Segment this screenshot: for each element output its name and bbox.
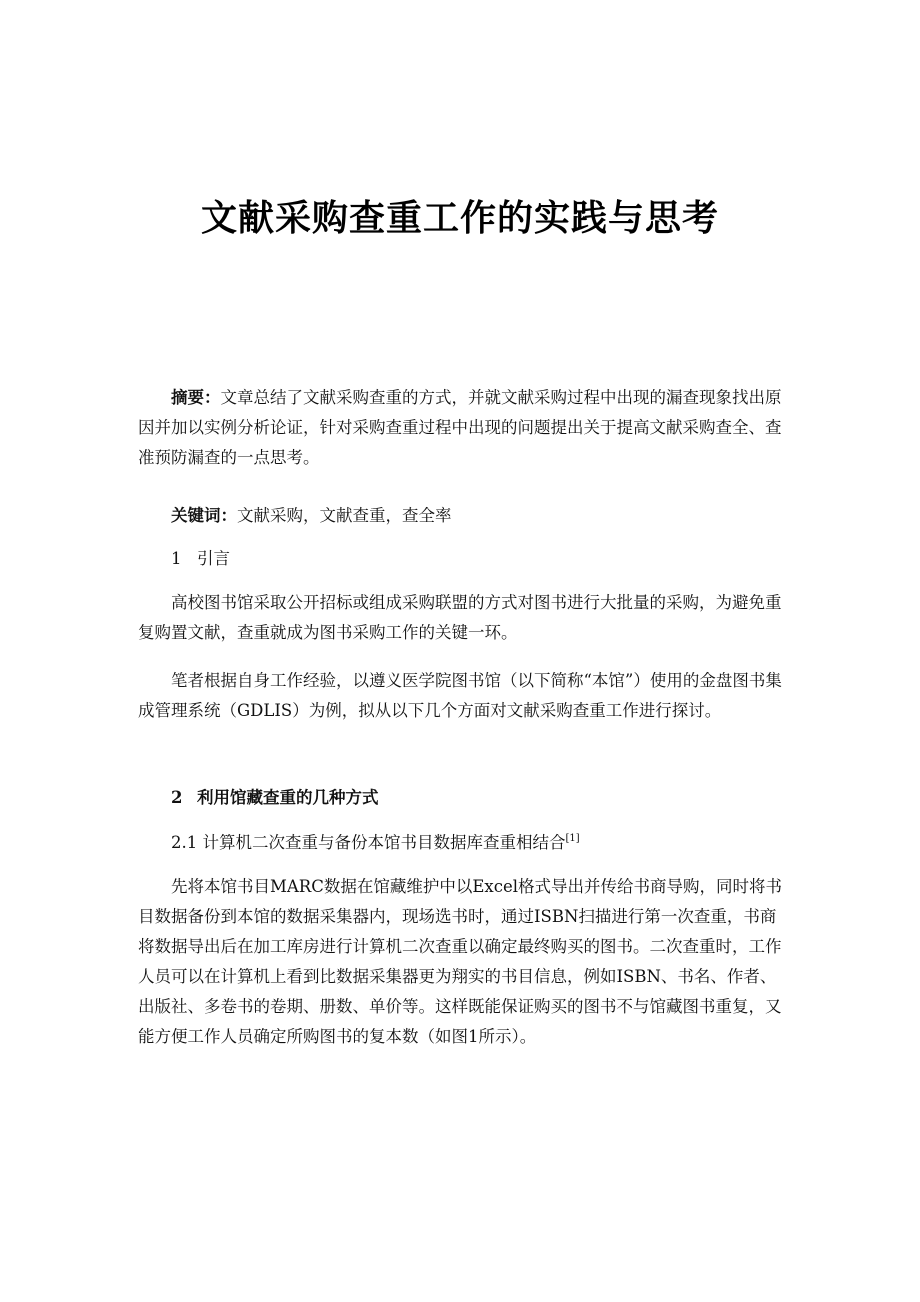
section-1-heading xyxy=(138,544,786,574)
subsection-2-1-heading-block xyxy=(138,828,786,858)
section-1-paragraph-1: 高校图书馆采取公开招标或组成采购联盟的方式对图书进行大批量的采购，为避免重复购置文献，查重就成为图书采购工作的关键一环。 xyxy=(138,593,782,642)
subsection-2-1-heading xyxy=(138,828,786,858)
keywords-block xyxy=(138,501,786,531)
citation-reference[interactable]: [1] xyxy=(565,833,580,844)
subsection-2-1-title: 计算机二次查重与备份本馆书目数据库查重相结合 xyxy=(202,833,566,852)
section-2-number: 2 xyxy=(171,788,183,807)
section-1-number: 1 xyxy=(171,549,182,568)
abstract-label: 摘要： xyxy=(171,388,221,407)
section-1-paragraph-1-block xyxy=(138,588,786,648)
keywords-paragraph xyxy=(138,501,786,531)
section-1-paragraph-2-block xyxy=(138,666,786,726)
subsection-2-1-number: 2.1 xyxy=(171,833,198,852)
keywords-text: 文献采购，文献查重，查全率 xyxy=(237,506,452,525)
section-1-title: 引言 xyxy=(197,549,230,568)
section-2-heading-block xyxy=(138,783,786,813)
paper-title: 文献采购查重工作的实践与思考 xyxy=(200,198,719,239)
section-2-paragraph-1: 先将本馆书目MARC数据在馆藏维护中以Excel格式导出并传给书商导购，同时将书目数据备份到本馆的数据采集器内，现场选书时，通过ISBN扫描进行第一次查重，书商将数据导出后在加工库房进行计算机二次查重以确定最终购买的图书。二次查重时，工作人员可以在计算机上看到比数据采集器更为翔实的书目信息，例如ISBN、书名、作者、出版社、多卷书的卷期、册数、单价等。这样既能保证购买的图书不与馆藏图书重复，又能方便工作人员确定所购图书的复本数（如图1所示）。 xyxy=(138,877,782,1046)
keywords-label: 关键词： xyxy=(171,506,237,525)
abstract-text: 文章总结了文献采购查重的方式，并就文献采购过程中出现的漏查现象找出原因并加以实例分析论证，针对采购查重过程中出现的问题提出关于提高文献采购查全、查准预防漏查的一点思考。 xyxy=(138,388,782,467)
section-1-heading-block xyxy=(138,544,786,574)
abstract-paragraph xyxy=(138,383,786,473)
section-2-paragraph-1-block xyxy=(138,872,786,1052)
section-2-title: 利用馆藏查重的几种方式 xyxy=(197,788,379,807)
abstract-block xyxy=(138,383,786,473)
section-2-heading xyxy=(138,783,786,813)
section-1-paragraph-2: 笔者根据自身工作经验，以遵义医学院图书馆（以下简称“本馆”）使用的金盘图书集成管理系统（GDLIS）为例，拟从以下几个方面对文献采购查重工作进行探讨。 xyxy=(138,671,782,720)
